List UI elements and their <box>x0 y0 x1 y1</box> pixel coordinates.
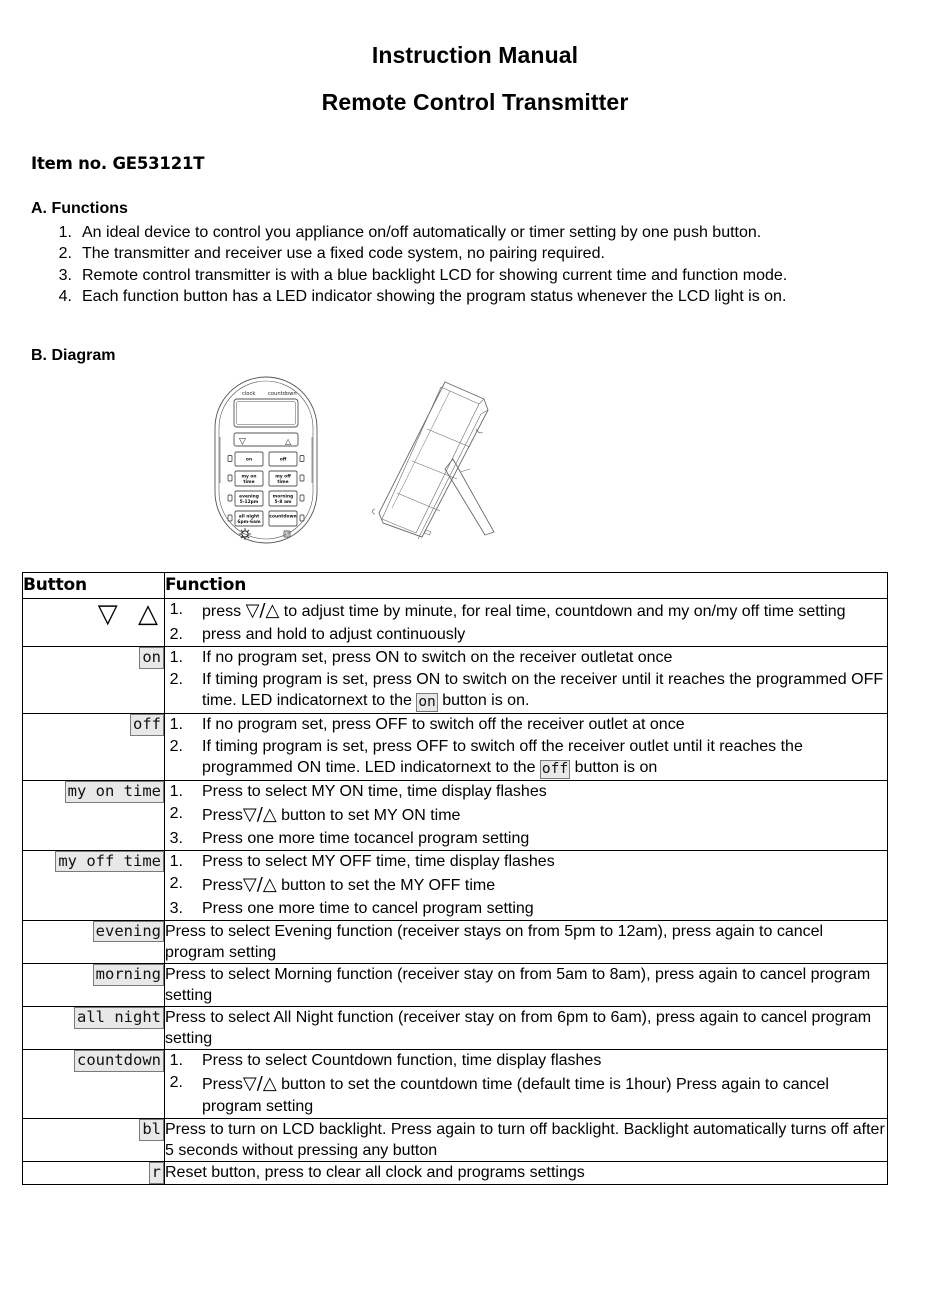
function-list-text: An ideal device to control you appliance on/off automatically or timer setting by one push button. <box>82 224 762 241</box>
button-keycap-evening[interactable]: evening <box>93 921 164 943</box>
function-step <box>165 1072 887 1117</box>
function-step <box>165 599 887 623</box>
diagram-area <box>0 371 950 561</box>
device-button-my-off-time-2: time <box>277 480 289 486</box>
manual-title-line-2: Remote Control Transmitter <box>321 89 629 115</box>
table-cell-function <box>165 780 888 850</box>
function-step-number: 1. <box>169 648 183 666</box>
function-step-list <box>165 599 887 645</box>
function-step-text: Press one more time tocancel program setting <box>202 829 530 847</box>
function-list-item <box>46 265 950 286</box>
table-cell-button <box>23 850 165 920</box>
table-cell-button <box>23 1050 165 1119</box>
table-row <box>23 599 888 647</box>
function-step-number: 3. <box>169 829 183 847</box>
device-arrow-down: ▽ <box>239 437 246 448</box>
function-step-number: 1. <box>169 782 183 800</box>
manual-title-line-1: Instruction Manual <box>371 42 579 68</box>
function-step <box>165 669 887 712</box>
device-label-clock: clock <box>242 391 256 398</box>
function-step <box>165 898 887 919</box>
function-step-text: If timing program is set, press ON to switch on the receiver until it reaches the programmed OFF time. LED indicatornext to the <box>202 671 884 710</box>
device-button-countdown: countdown <box>269 514 297 520</box>
function-list-text: Remote control transmitter is with a blue backlight LCD for showing current time and function mode. <box>82 266 788 284</box>
function-step <box>165 803 887 827</box>
function-description: Reset button, press to clear all clock and programs settings <box>165 1164 585 1182</box>
device-front-view-illustration <box>198 371 348 551</box>
button-keycap-off[interactable]: off <box>130 714 164 736</box>
device-button-my-on-time-1: my on <box>241 474 257 480</box>
function-step-number: 2. <box>169 625 183 643</box>
table-cell-function <box>165 713 888 780</box>
button-keycap-my-off-time[interactable]: my off time <box>55 851 164 873</box>
function-list-text: The transmitter and receiver use a fixed code system, no pairing required. <box>82 245 605 263</box>
table-row <box>23 780 888 850</box>
table-row <box>23 1007 888 1050</box>
table-body <box>23 599 888 1185</box>
table-cell-function <box>165 963 888 1006</box>
device-button-my-on-time-2: time <box>243 480 255 486</box>
table-row <box>23 920 888 963</box>
function-step-text-cont: button is on <box>570 759 658 777</box>
device-button-my-off-time-1: my off <box>275 474 291 480</box>
table-cell-function <box>165 599 888 647</box>
table-cell-function <box>165 1162 888 1185</box>
table-row <box>23 963 888 1006</box>
table-cell-button <box>23 1162 165 1185</box>
function-step-text: If timing program is set, press OFF to switch off the receiver outlet until it reaches the programmed ON time. LED indicatornext to the <box>202 737 803 777</box>
function-step-text-cont: button to set MY ON time <box>276 806 461 824</box>
inline-triangle-glyphs: ▽/△ <box>242 1073 277 1095</box>
inline-triangle-glyphs: ▽/△ <box>242 873 277 895</box>
table-row <box>23 1050 888 1119</box>
table-header-row <box>23 573 888 599</box>
button-keycap-countdown[interactable]: countdown <box>74 1050 164 1072</box>
function-step-text: Press to select MY ON time, time display flashes <box>202 782 547 800</box>
table-row <box>23 646 888 713</box>
device-button-morning-2: 5-8 am <box>274 500 292 506</box>
device-label-countdown: countdown <box>268 391 297 398</box>
inline-keycap-on[interactable]: on <box>418 694 436 711</box>
function-step-text: If no program set, press OFF to switch off the receiver outlet at once <box>202 715 685 733</box>
function-list-number: 1. <box>58 224 72 241</box>
function-step <box>165 873 887 897</box>
function-step-text-cont: button to set the MY OFF time <box>276 876 496 894</box>
button-function-table <box>22 572 888 1185</box>
function-step <box>165 828 887 849</box>
device-button-on: on <box>245 457 253 463</box>
table-cell-button <box>23 599 165 647</box>
function-step-text: Press <box>202 876 243 894</box>
function-step-list <box>165 781 887 849</box>
section-heading-diagram: B. Diagram <box>31 347 116 365</box>
function-step-text: Press to select MY OFF time, time display flashes <box>202 852 555 870</box>
function-list-number: 4. <box>58 287 72 305</box>
device-button-morning-1: morning <box>272 494 294 500</box>
function-step-number: 2. <box>169 737 183 755</box>
function-list-item <box>46 222 950 243</box>
button-keycap-morning[interactable]: morning <box>93 964 164 986</box>
function-step <box>165 781 887 802</box>
table-cell-function <box>165 920 888 963</box>
table-cell-function <box>165 850 888 920</box>
button-keycap-all-night[interactable]: all night <box>74 1007 164 1029</box>
function-step-list <box>165 647 887 712</box>
function-step-text-cont: to adjust time by minute, for real time, countdown and my on/my off time setting <box>279 603 846 621</box>
function-step <box>165 714 887 735</box>
table-row <box>23 850 888 920</box>
function-list-item <box>46 243 950 264</box>
device-button-evening-2: 5-12pm <box>239 500 259 506</box>
column-header-button: Button <box>23 573 165 599</box>
button-keycap-bl[interactable]: bl <box>139 1119 164 1141</box>
function-step-text: Press to select Countdown function, time display flashes <box>202 1052 602 1070</box>
device-button-all-night-1: all night <box>238 514 260 520</box>
function-step-number: 2. <box>169 671 183 689</box>
table-cell-button <box>23 713 165 780</box>
device-arrow-up: △ <box>285 437 292 447</box>
function-step-list <box>165 851 887 919</box>
function-description: Press to turn on LCD backlight. Press again to turn off backlight. Backlight automatically turns off after 5 seconds without pressing any button <box>165 1121 885 1160</box>
table-cell-button <box>23 963 165 1006</box>
table-row <box>23 713 888 780</box>
device-button-evening-1: evening <box>239 494 259 500</box>
function-step-list <box>165 714 887 779</box>
function-step <box>165 624 887 645</box>
function-step-list <box>165 1050 887 1117</box>
functions-list <box>0 222 950 307</box>
function-step-number: 2. <box>169 874 183 892</box>
inline-triangle-glyphs: ▽/△ <box>245 600 280 622</box>
function-step <box>165 1050 887 1071</box>
function-description: Press to select All Night function (receiver stay on from 6pm to 6am), press again to cancel program setting <box>165 1009 872 1048</box>
function-list-number: 3. <box>58 266 72 284</box>
button-glyph-up-down-triangles[interactable]: ▽ △ <box>97 599 164 630</box>
function-step-number: 2. <box>169 1074 183 1092</box>
table-row <box>23 1119 888 1162</box>
function-step <box>165 851 887 872</box>
function-list-number: 2. <box>58 245 72 263</box>
table-cell-function <box>165 1119 888 1162</box>
function-step-text: Press one more time to cancel program setting <box>202 899 534 917</box>
function-step-text: If no program set, press ON to switch on the receiver outletat once <box>202 648 673 666</box>
button-keycap-on[interactable]: on <box>139 647 164 669</box>
function-step-number: 2. <box>169 804 183 822</box>
function-step <box>165 736 887 779</box>
function-step-number: 1. <box>169 1052 183 1070</box>
inline-triangle-glyphs: ▽/△ <box>242 803 277 825</box>
function-step-number: 1. <box>169 715 183 733</box>
function-step-text-cont: button is on. <box>437 692 530 710</box>
device-button-all-night-2: 6pm-6am <box>237 520 261 526</box>
function-step-text: press and hold to adjust continuously <box>202 625 466 643</box>
function-step-text: Press <box>202 806 243 824</box>
function-step-text: press <box>202 603 246 621</box>
section-heading-functions: A. Functions <box>31 200 128 217</box>
table-row <box>23 1162 888 1185</box>
button-keycap-r[interactable]: r <box>149 1162 164 1184</box>
device-button-off: off <box>279 457 287 463</box>
function-step <box>165 647 887 668</box>
function-description: Press to select Evening function (receiver stays on from 5pm to 12am), press again to cancel program setting <box>165 922 824 961</box>
column-header-function: Function <box>165 573 888 599</box>
item-number: Item no. GE53121T <box>31 154 205 173</box>
function-description: Press to select Morning function (receiver stay on from 5am to 8am), press again to cancel program setting <box>165 965 871 1004</box>
button-keycap-my-on-time[interactable]: my on time <box>65 781 164 803</box>
device-side-view-illustration <box>352 373 522 553</box>
table-cell-button <box>23 780 165 850</box>
inline-keycap-off[interactable]: off <box>541 761 569 778</box>
table-cell-function <box>165 1050 888 1119</box>
table-cell-function <box>165 1007 888 1050</box>
function-step-number: 1. <box>169 601 183 619</box>
table-cell-button <box>23 1119 165 1162</box>
function-step-text-cont: button to set the countdown time (default time is 1hour) Press again to cancel program setting <box>202 1076 829 1116</box>
function-list-text: Each function button has a LED indicator showing the program status whenever the LCD light is on. <box>82 287 787 305</box>
page-title <box>0 42 950 116</box>
function-step-text: Press <box>202 1076 243 1094</box>
function-step-number: 3. <box>169 899 183 917</box>
table-cell-function <box>165 646 888 713</box>
function-step-number: 1. <box>169 852 183 870</box>
table-cell-button <box>23 1007 165 1050</box>
function-list-item <box>46 286 950 307</box>
table-cell-button <box>23 646 165 713</box>
table-cell-button <box>23 920 165 963</box>
